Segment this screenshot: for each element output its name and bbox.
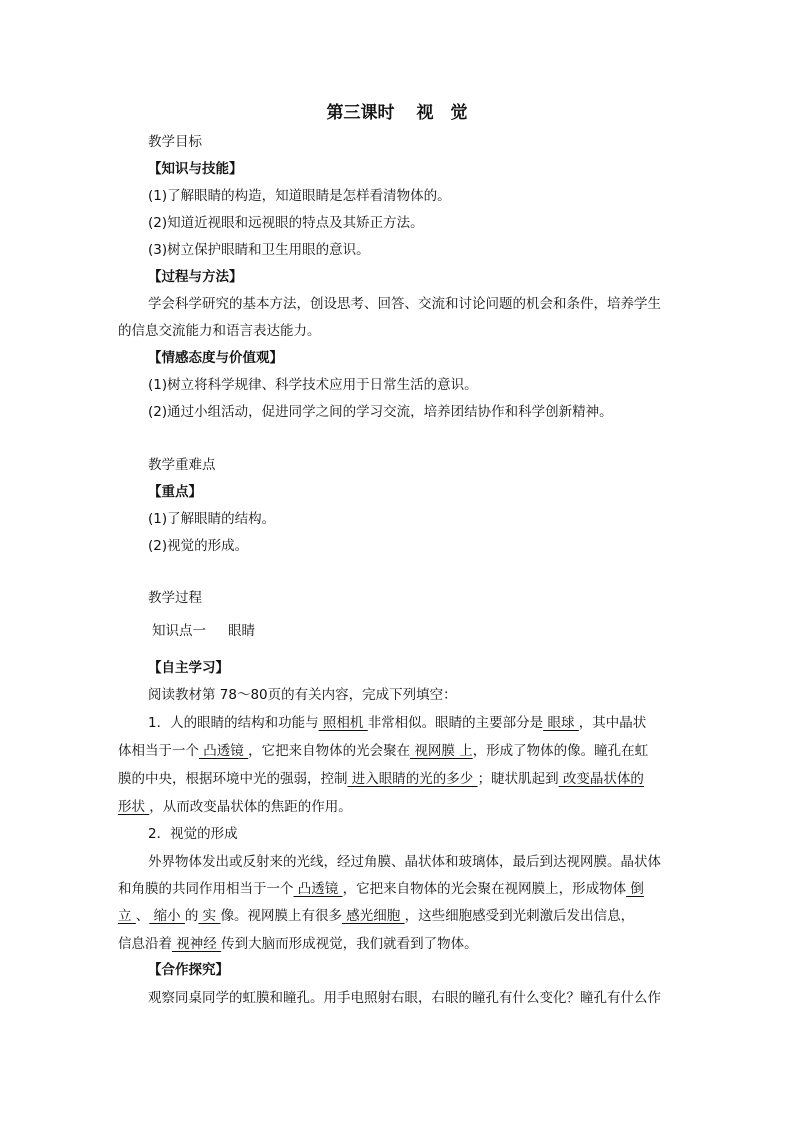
answer-blank: 感光细胞 — [341, 908, 405, 924]
answer-blank: 立 — [118, 908, 136, 924]
knowledge-heading: 【知识与技能】 — [148, 161, 243, 177]
coop-heading: 【合作探究】 — [148, 962, 229, 978]
answer-blank: 凸透镜 — [199, 743, 249, 759]
focus-item: (1)了解眼睛的结构。 — [148, 511, 276, 527]
q2-line-4: 信息沿着 视神经 传到大脑而形成视觉，我们就看到了物体。 — [118, 936, 478, 952]
focus-item: (2)视觉的形成。 — [148, 538, 249, 554]
knowledge-item: (1)了解眼睛的构造，知道眼睛是怎样看清物体的。 — [148, 188, 451, 204]
process-method-heading: 【过程与方法】 — [148, 269, 243, 285]
knowledge-item: (2)知道近视眼和远视眼的特点及其矫正方法。 — [148, 215, 424, 231]
emotion-heading: 【情感态度与价值观】 — [148, 350, 283, 366]
knowledge-item: (3)树立保护眼睛和卫生用眼的意识。 — [148, 242, 370, 258]
goals-heading: 教学目标 — [148, 134, 202, 150]
q2-heading: 2．视觉的形成 — [148, 826, 238, 842]
coop-text: 观察同桌同学的虹膜和瞳孔。用手电照射右眼，右眼的瞳孔有什么变化？瞳孔有什么作 — [148, 990, 661, 1006]
key-heading: 教学重难点 — [148, 457, 216, 473]
q1-line-1: 1．人的眼睛的结构和功能与 照相机 非常相似。眼睛的主要部分是 眼球 ，其中晶状 — [148, 715, 647, 731]
knowledge-point — [152, 621, 255, 641]
process-heading: 教学过程 — [148, 590, 202, 606]
knowledge-point-label: 知识点一 — [152, 623, 206, 639]
process-method-text-cont: 的信息交流能力和语言表达能力。 — [118, 323, 321, 339]
answer-blank: 照相机 — [318, 715, 368, 731]
self-study-heading: 【自主学习】 — [148, 660, 229, 676]
answer-blank: 眼球 — [543, 715, 579, 731]
q1-line-2: 体相当于一个 凸透镜 ，它把来自物体的光会聚在 视网膜 上，形成了物体的像。瞳孔在虹 — [118, 743, 649, 759]
answer-blank: 倒 — [626, 881, 644, 897]
q2-line-3: 立 、 缩小 的 实 像。视网膜上有很多 感光细胞 ，这些细胞感受到光刺激后发出信息， — [118, 908, 635, 924]
answer-blank: 改变晶状体的 — [558, 771, 644, 787]
process-method-text: 学会科学研究的基本方法，创设思考、回答、交流和讨论问题的机会和条件，培养学生 — [148, 296, 661, 312]
answer-blank: 缩小 — [149, 908, 185, 924]
lesson-number: 第三课时 — [326, 103, 395, 123]
self-study-intro: 阅读教材第 78～80页的有关内容，完成下列填空： — [148, 687, 457, 703]
q2-line-2: 和角膜的共同作用相当于一个 凸透镜 ，它把来自物体的光会聚在视网膜上，形成物体 倒 — [118, 881, 644, 897]
q2-line-1: 外界物体发出或反射来的光线，经过角膜、晶状体和玻璃体，最后到达视网膜。晶状体 — [148, 854, 661, 870]
answer-blank: 形状 — [118, 799, 150, 815]
emotion-item: (1)树立将科学规律、科学技术应用于日常生活的意识。 — [148, 377, 478, 393]
answer-blank: 视神经 — [172, 936, 222, 952]
answer-blank: 实 — [198, 908, 221, 924]
lesson-topic: 视 觉 — [416, 103, 468, 123]
q1-line-3: 膜的中央，根据环境中光的强弱，控制 进入眼睛的光的多少 ；睫状肌起到 改变晶状体的 — [118, 771, 644, 787]
answer-blank: 凸透镜 — [293, 881, 343, 897]
knowledge-point-name: 眼睛 — [228, 623, 255, 639]
emotion-item: (2)通过小组活动，促进同学之间的学习交流，培养团结协作和科学创新精神。 — [148, 404, 613, 420]
page-title — [0, 98, 794, 123]
q1-line-4: 形状 ，从而改变晶状体的焦距的作用。 — [118, 799, 352, 815]
focus-heading: 【重点】 — [148, 484, 202, 500]
answer-blank: 视网膜 上 — [410, 743, 473, 759]
answer-blank: 进入眼睛的光的多少 — [347, 771, 478, 787]
